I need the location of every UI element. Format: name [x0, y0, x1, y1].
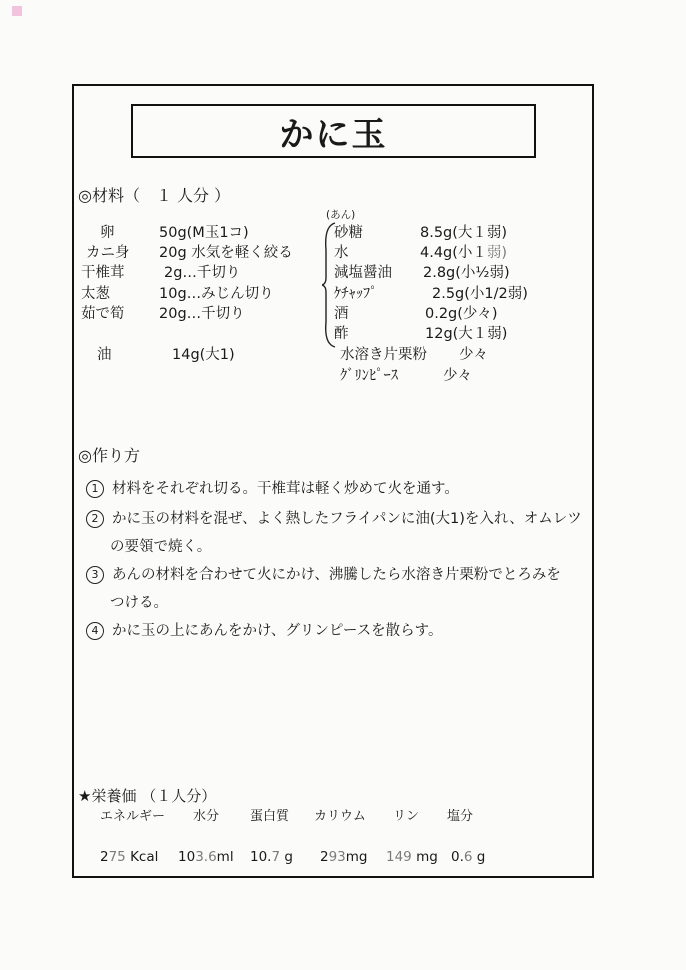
nutrition-heading: ★栄養価 （１人分）: [78, 787, 217, 805]
nutrition-value: [451, 848, 485, 866]
value-unit: mg: [411, 849, 438, 865]
nutrition-label: 塩分: [447, 809, 474, 824]
nutrition-value: [386, 848, 438, 866]
nutrition-label: カリウム: [314, 809, 366, 824]
ingredient-amount: 2g…千切り: [164, 265, 241, 281]
recipe-title: かに玉: [279, 114, 388, 155]
value-unit: mg: [345, 849, 368, 865]
ingredient-name: 干椎茸: [81, 265, 125, 281]
value-handwritten: 3.6: [195, 849, 217, 865]
step-text: あんの材料を合わせて火にかけ、沸騰したら水溶き片栗粉でとろみを: [112, 567, 561, 583]
value-printed: 10.: [250, 849, 272, 865]
value-printed: 2: [100, 849, 109, 865]
method-heading: ◎作り方: [78, 446, 140, 465]
amount-handwritten: 弱): [486, 245, 508, 261]
ingredients-heading: ◎材料（ １ 人分 ）: [78, 186, 231, 205]
value-unit: Kcal: [125, 849, 159, 865]
ingredient-name: カニ身: [86, 245, 130, 261]
value-unit: ml: [216, 849, 234, 865]
nutrition-value: [320, 848, 368, 866]
ingredient-name: 太葱: [81, 286, 110, 302]
step-number: 4: [86, 622, 104, 640]
ingredient-name: 油: [97, 347, 112, 363]
ingredient-amount: 50g(M玉1コ): [159, 225, 249, 241]
extra-ingredient-name: ｸﾞﾘﾝﾋﾟｰｽ: [340, 368, 398, 384]
sauce-ingredient-name: 酒: [334, 306, 349, 322]
step-number: 2: [86, 510, 104, 528]
sauce-ingredient-name: 酢: [334, 326, 349, 342]
sauce-ingredient-amount: 2.5g(小1/2弱): [432, 286, 528, 302]
title-box: [131, 104, 536, 158]
method-step: [86, 480, 459, 498]
step-number: 1: [86, 480, 104, 498]
sauce-ingredient-name: 砂糖: [334, 225, 363, 241]
sauce-ingredient-amount: 2.8g(小½弱): [423, 265, 510, 281]
ingredient-amount: 14g(大1): [172, 347, 235, 363]
nutrition-label: リン: [393, 809, 420, 824]
extra-ingredient-amount: 少々: [443, 368, 472, 384]
extra-ingredient-amount: 少々: [459, 347, 488, 363]
sauce-ingredient-amount: 12g(大１弱): [425, 326, 508, 342]
ingredient-amount: 10g…みじん切り: [159, 286, 274, 302]
amount-printed: 4.4g(小１: [420, 245, 487, 261]
value-printed: 2: [320, 849, 329, 865]
sauce-ingredient-name: ｹﾁｬｯﾌﾟ: [334, 286, 378, 302]
value-printed: 10: [178, 849, 196, 865]
sauce-label: (あん): [326, 209, 356, 221]
nutrition-label: 水分: [193, 809, 220, 824]
sauce-ingredient-name: 減塩醤油: [334, 265, 392, 281]
ingredient-amount: 20g 水気を軽く絞る: [159, 245, 293, 261]
value-handwritten: 7: [271, 849, 281, 865]
nutrition-label: エネルギー: [100, 809, 166, 824]
step-text-continued: の要領で焼く。: [110, 539, 212, 555]
value-handwritten: 6: [463, 849, 473, 865]
value-unit: g: [280, 849, 293, 865]
corner-mark: [12, 6, 22, 16]
value-handwritten: 149: [386, 849, 412, 865]
ingredient-name: 茹で筍: [81, 306, 125, 322]
step-text-continued: つける。: [110, 595, 168, 611]
step-text: かに玉の材料を混ぜ、よく熱したフライパンに油(大1)を入れ、オムレツ: [112, 511, 582, 527]
value-unit: g: [472, 849, 486, 865]
value-printed: 0.: [451, 849, 464, 865]
sauce-ingredient-name: 水: [334, 245, 349, 261]
method-step: [86, 510, 582, 528]
value-handwritten: 93: [328, 849, 346, 865]
step-text: 材料をそれぞれ切る。干椎茸は軽く炒めて火を通す。: [112, 481, 459, 497]
ingredient-amount: 20g…千切り: [159, 306, 245, 322]
sauce-ingredient-amount: [420, 244, 507, 262]
step-text: かに玉の上にあんをかけ、グリンピースを散らす。: [112, 623, 443, 639]
method-step: [86, 622, 442, 640]
value-handwritten: 75: [108, 849, 126, 865]
nutrition-value: [250, 848, 293, 866]
method-step: [86, 566, 561, 584]
step-number: 3: [86, 566, 104, 584]
extra-ingredient-name: 水溶き片栗粉: [340, 347, 427, 363]
nutrition-value: [100, 848, 158, 866]
sauce-ingredient-amount: 8.5g(大１弱): [420, 225, 508, 241]
ingredient-name: 卵: [100, 225, 115, 241]
nutrition-value: [178, 848, 234, 866]
nutrition-label: 蛋白質: [250, 809, 290, 824]
sauce-ingredient-amount: 0.2g(少々): [425, 306, 498, 322]
